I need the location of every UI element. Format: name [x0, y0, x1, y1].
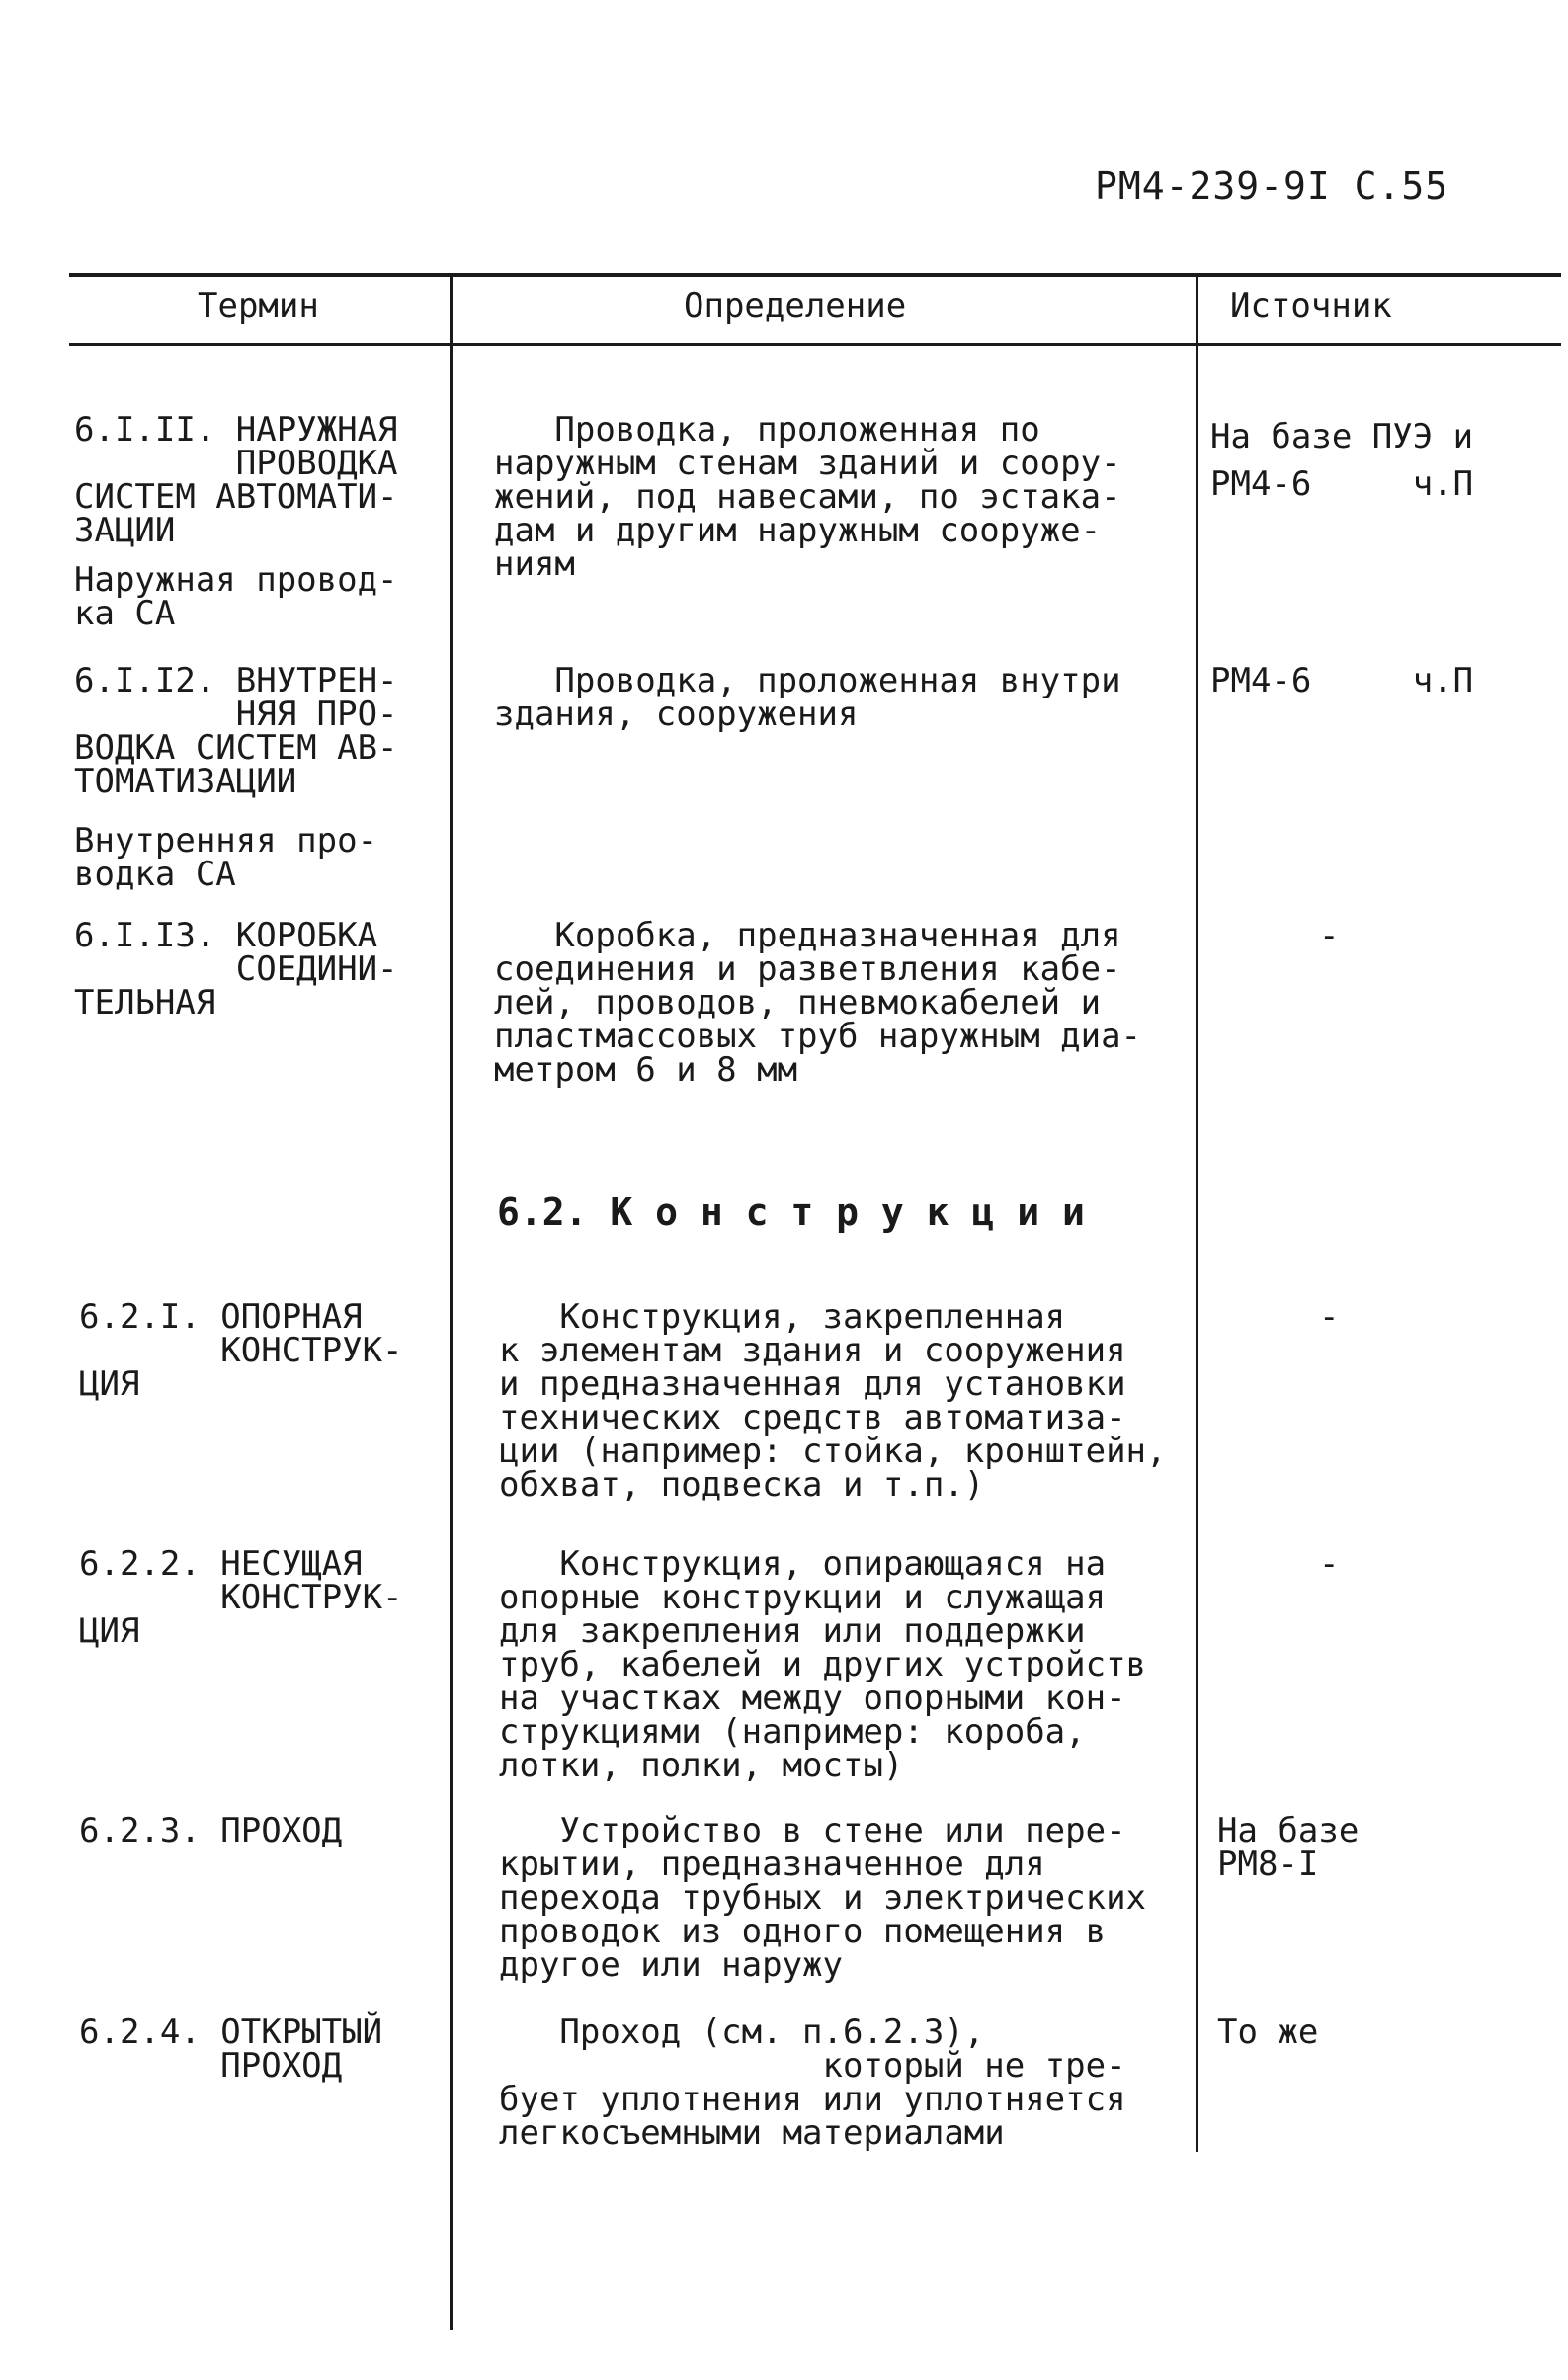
source-6-2-1: -: [1319, 1297, 1340, 1337]
definition-6-1-12: Проводка, проложенная внутри здания, сооружения: [494, 661, 1121, 734]
table-top-rule: [69, 273, 1561, 277]
definition-6-1-11: Проводка, проложенная по наружным стенам зданий и соору- жений, под навесами, по эстака- дам и другим наружным сооруже- ниям: [494, 410, 1121, 584]
term-6-1-11-short: Наружная провод- ка СА: [74, 560, 398, 633]
term-6-1-12-short: Внутренняя про- водка СА: [74, 821, 378, 894]
term-6-2-3: 6.2.3. ПРОХОД: [79, 1811, 343, 1850]
source-6-1-13: -: [1319, 916, 1340, 955]
header-bottom-rule: [69, 343, 1561, 346]
definition-6-2-4: Проход (см. п.6.2.3), который не тре- бует уплотнения или уплотняется легкосъемными материалами: [499, 2012, 1126, 2153]
header-term: Термин: [198, 287, 319, 326]
source-6-2-4: То же: [1217, 2012, 1319, 2052]
term-6-2-2: 6.2.2. НЕСУЩАЯ КОНСТРУК- ЦИЯ: [79, 1544, 403, 1651]
term-6-1-13: 6.I.I3. КОРОБКА СОЕДИНИ- ТЕЛЬНАЯ: [74, 916, 398, 1023]
column-divider-2: [1196, 275, 1198, 2152]
definition-6-2-2: Конструкция, опирающаяся на опорные конструкции и служащая для закрепления или поддержки труб, кабелей и других устройств на участках между опорными кон- струкциями (например: короба, лотки, полки, мосты): [499, 1544, 1147, 1785]
definition-6-1-13: Коробка, предназначенная для соединения и разветвления кабе- лей, проводов, пневмокабелей и пластмассовых труб наружным диа- метром 6 и 8 мм: [494, 916, 1142, 1090]
term-6-2-4: 6.2.4. ОТКРЫТЫЙ ПРОХОД: [79, 2012, 383, 2086]
term-6-2-1: 6.2.I. ОПОРНАЯ КОНСТРУК- ЦИЯ: [79, 1297, 403, 1404]
term-6-1-11: 6.I.II. НАРУЖНАЯ ПРОВОДКА СИСТЕМ АВТОМАТИ- ЗАЦИИ: [74, 410, 398, 550]
definition-6-2-1: Конструкция, закрепленная к элементам здания и сооружения и предназначенная для установки технических средств автоматиза- ции (например: стойка, кронштейн, обхват, подвеска и т.п.): [499, 1297, 1167, 1505]
header-source: Источник: [1230, 287, 1392, 326]
source-6-1-11: На базе ПУЭ и РМ4-6 ч.П: [1210, 417, 1474, 504]
column-divider-1: [450, 275, 453, 2330]
definition-6-2-3: Устройство в стене или пере- крытии, предназначенное для перехода трубных и электрических проводок из одного помещения в другое или наружу: [499, 1811, 1147, 1985]
page-code: РМ4-239-9I С.55: [1095, 164, 1449, 207]
source-6-2-3: На базе РМ8-I: [1217, 1811, 1360, 1884]
term-6-1-12: 6.I.I2. ВНУТРЕН- НЯЯ ПРО- ВОДКА СИСТЕМ АВ- ТОМАТИЗАЦИИ: [74, 661, 398, 801]
section-title: 6.2. К о н с т р у к ц и и: [497, 1190, 1085, 1234]
source-6-2-2: -: [1319, 1544, 1340, 1584]
source-6-1-12: РМ4-6 ч.П: [1210, 661, 1474, 700]
header-definition: Определение: [684, 287, 907, 326]
